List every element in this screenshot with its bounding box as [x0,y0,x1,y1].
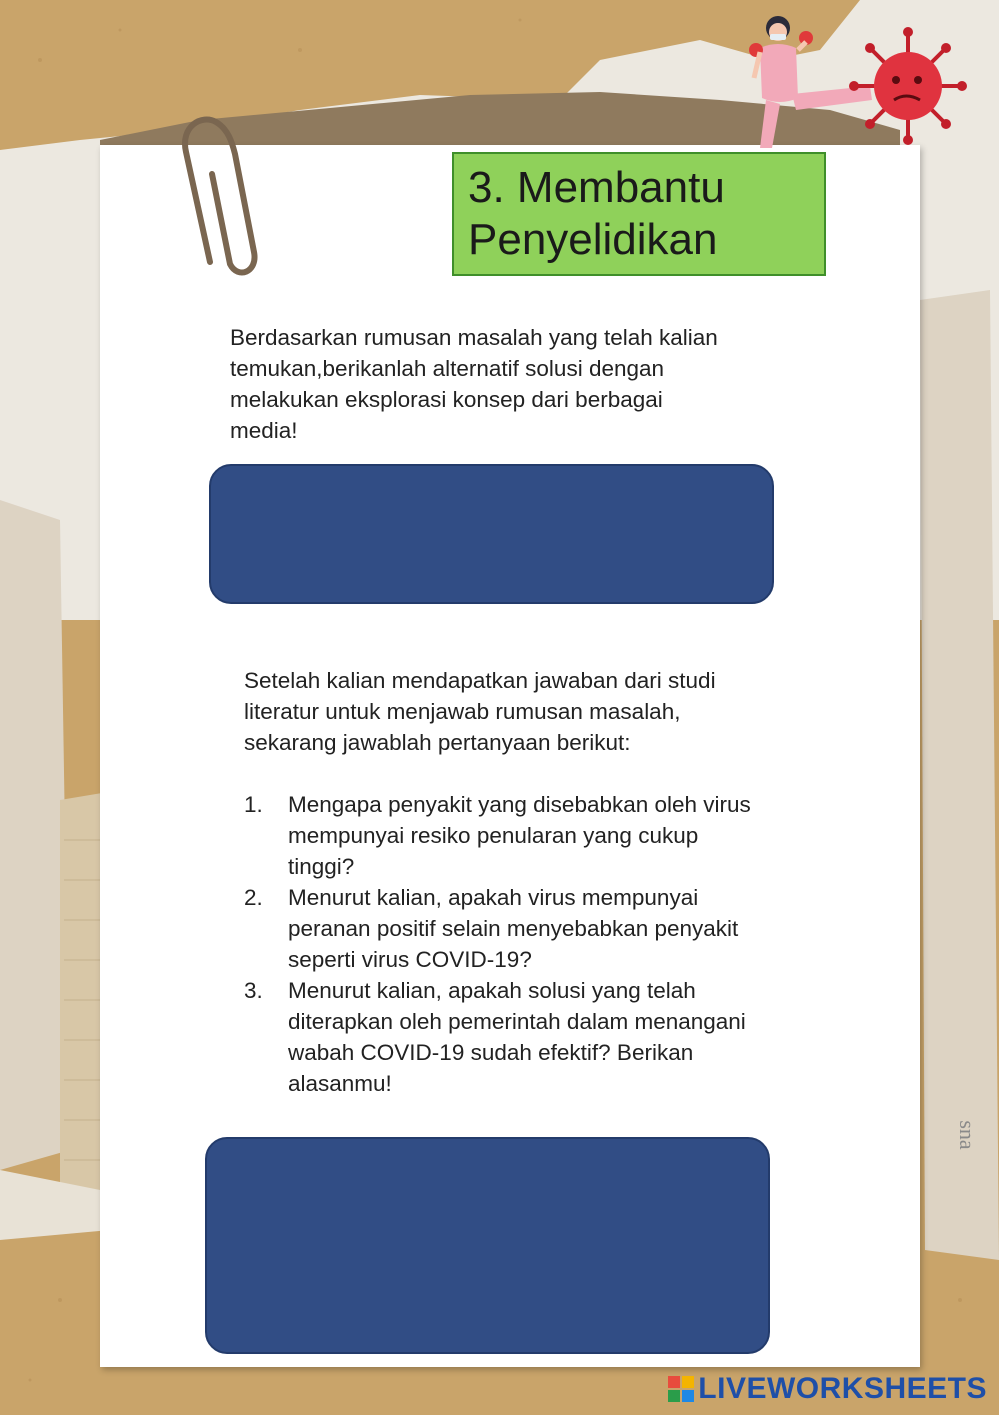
instruction-paragraph: Setelah kalian mendapatkan jawaban dari studi literatur untuk menjawab rumusan masalah, sekarang jawablah pertanyaan berikut: [244,668,716,755]
stamp-text: sna [954,1120,980,1150]
list-item [244,789,764,882]
question-list [244,789,764,1099]
paperclip-icon [172,112,272,282]
title-line-2: Penyelidikan [468,215,718,264]
liveworksheets-watermark[interactable] [668,1369,987,1409]
section-title-box [452,152,826,276]
question-number: 3. [244,978,263,1003]
question-text: Mengapa penyakit yang disebabkan oleh virus mempunyai resiko penularan yang cukup tinggi? [288,792,751,879]
answer-input-box-1[interactable] [209,464,774,604]
list-item [244,882,764,975]
question-number: 1. [244,792,263,817]
brand-text: LIVEWORKSHEETS [698,1372,987,1405]
coronavirus-icon [848,26,968,146]
side-stamp [945,1100,985,1170]
liveworksheets-logo-icon [668,1376,694,1402]
section-title [468,162,725,266]
title-line-1: 3. Membantu [468,163,725,212]
answer-input-box-2[interactable] [205,1137,770,1354]
question-number: 2. [244,885,263,910]
question-text: Menurut kalian, apakah solusi yang telah diterapkan oleh pemerintah dalam menangani wabah COVID-19 sudah efektif? Berikan alasanmu! [288,978,746,1096]
list-item [244,975,764,1099]
intro-paragraph: Berdasarkan rumusan masalah yang telah kalian temukan,berikanlah alternatif solusi dengan melakukan eksplorasi konsep dari berbagai media! [230,325,718,443]
question-text: Menurut kalian, apakah virus mempunyai peranan positif selain menyebabkan penyakit seperti virus COVID-19? [288,885,739,972]
